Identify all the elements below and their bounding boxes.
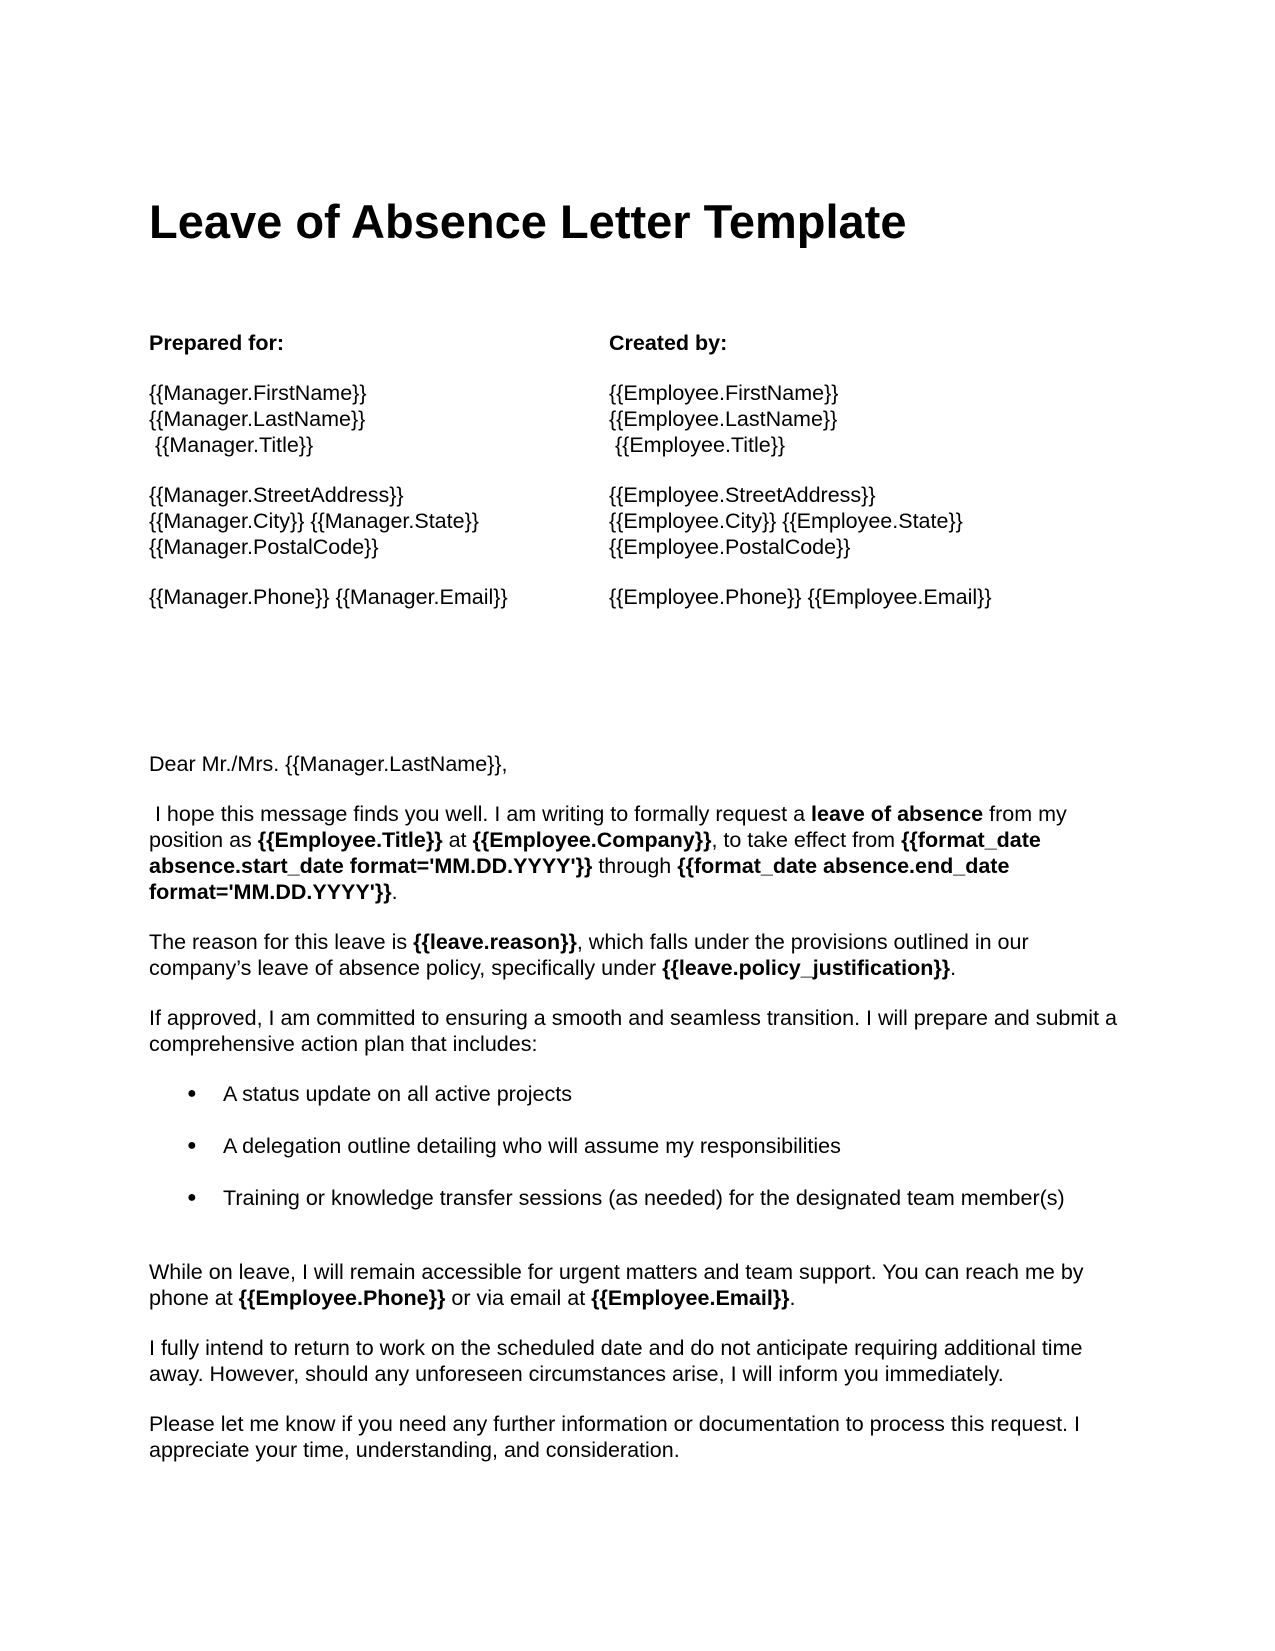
created-by-heading: Created by:	[609, 331, 728, 355]
paragraph-availability: While on leave, I will remain accessible for urgent matters and team support. You can reach me by phone at {{Employee.Phone}} or via email at {{Employee.Email}}.	[149, 1260, 1084, 1310]
manager-phone-email: {{Manager.Phone}} {{Manager.Email}}	[149, 585, 508, 609]
action-plan-list	[149, 1081, 1119, 1211]
employee-last-name: {{Employee.LastName}}	[609, 407, 838, 431]
employee-phone-email: {{Employee.Phone}} {{Employee.Email}}	[609, 585, 992, 609]
employee-postal: {{Employee.PostalCode}}	[609, 535, 851, 559]
bullet-icon: ●	[187, 1085, 197, 1102]
paragraph-request: I hope this message finds you well. I am writing to formally request a leave of absence from my position as {{Employee.Title}} at {{Employee.Company}}, to take effect from {{format_date absence.start_date format='MM.DD.YYYY'}} through {{format_date absence.end_date format='MM.DD.YYYY'}}.	[149, 802, 1067, 904]
employee-street: {{Employee.StreetAddress}}	[609, 483, 876, 507]
paragraph-return: I fully intend to return to work on the scheduled date and do not anticipate requiring additional time away. However, should any unforeseen circumstances arise, I will inform you immediately.	[149, 1336, 1083, 1386]
list-item: ● A status update on all active projects	[187, 1082, 572, 1106]
created-by-block	[609, 330, 1049, 610]
paragraph-transition: If approved, I am committed to ensuring a smooth and seamless transition. I will prepare and submit a comprehensive action plan that includes:	[149, 1006, 1117, 1056]
employee-city-state: {{Employee.City}} {{Employee.State}}	[609, 509, 963, 533]
manager-street: {{Manager.StreetAddress}}	[149, 483, 404, 507]
employee-title: {{Employee.Title}}	[609, 433, 786, 457]
bullet-icon: ●	[187, 1137, 197, 1154]
paragraph-closing: Please let me know if you need any further information or documentation to process this request. I appreciate your time, understanding, and consideration.	[149, 1412, 1080, 1462]
prepared-for-block	[149, 330, 589, 610]
list-item: ● A delegation outline detailing who will assume my responsibilities	[187, 1134, 841, 1158]
list-item: ● Training or knowledge transfer sessions (as needed) for the designated team member(s)	[187, 1186, 1065, 1210]
manager-last-name: {{Manager.LastName}}	[149, 407, 366, 431]
prepared-for-heading: Prepared for:	[149, 331, 285, 355]
manager-first-name: {{Manager.FirstName}}	[149, 381, 367, 405]
manager-title: {{Manager.Title}}	[149, 433, 314, 457]
manager-postal: {{Manager.PostalCode}}	[149, 535, 379, 559]
letter-body	[149, 751, 1119, 1487]
bullet-icon: ●	[187, 1189, 197, 1206]
salutation: Dear Mr./Mrs. {{Manager.LastName}},	[149, 752, 508, 776]
manager-city-state: {{Manager.City}} {{Manager.State}}	[149, 509, 479, 533]
employee-first-name: {{Employee.FirstName}}	[609, 381, 839, 405]
paragraph-reason: The reason for this leave is {{leave.reason}}, which falls under the provisions outlined in our company’s leave of absence policy, specifically under {{leave.policy_justification}}.	[149, 930, 1029, 980]
document-title: Leave of Absence Letter Template	[149, 195, 907, 248]
